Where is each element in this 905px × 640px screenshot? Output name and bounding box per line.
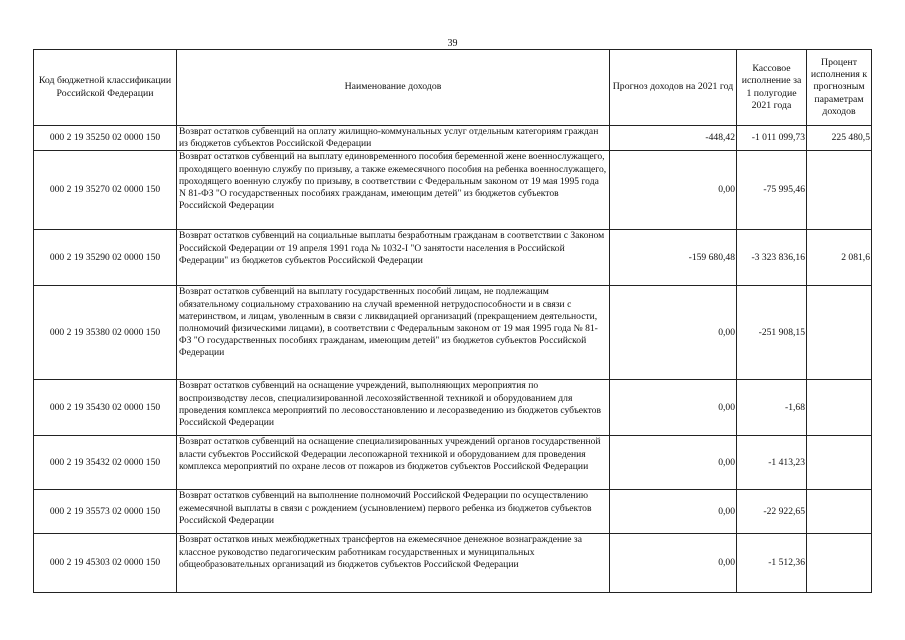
row-code: 000 2 19 35290 02 0000 150 (34, 230, 177, 286)
row-cash: -22 922,65 (737, 490, 807, 534)
row-forecast: 0,00 (610, 490, 737, 534)
table-row (34, 151, 872, 230)
row-forecast: 0,00 (610, 151, 737, 230)
row-percent (807, 151, 872, 230)
header-code: Код бюджетной классификации Российской Федерации (34, 50, 177, 126)
row-percent: 2 081,6 (807, 230, 872, 286)
row-cash: -3 323 836,16 (737, 230, 807, 286)
table-row (34, 230, 872, 286)
row-cash: -75 995,46 (737, 151, 807, 230)
row-code: 000 2 19 35430 02 0000 150 (34, 380, 177, 436)
table-row (34, 126, 872, 151)
revenue-table (33, 49, 872, 593)
table-row (34, 534, 872, 593)
row-code: 000 2 19 35432 02 0000 150 (34, 436, 177, 490)
row-code: 000 2 19 35250 02 0000 150 (34, 126, 177, 151)
row-forecast: 0,00 (610, 436, 737, 490)
table-row (34, 380, 872, 436)
row-percent (807, 490, 872, 534)
row-forecast: -448,42 (610, 126, 737, 151)
row-percent (807, 380, 872, 436)
row-name: Возврат остатков субвенций на социальные выплаты безработным гражданам в соответствии с Законом Российской Федерации от 19 апреля 1991 года № 1032-I "О занятости населения в Российской Федерации" из бюджетов субъектов Российской Федерации (177, 230, 610, 286)
row-name: Возврат остатков субвенций на оснащение учреждений, выполняющих мероприятия по воспроизводству лесов, специализированной лесохозяйственной техникой и оборудованием для проведения комплекса мероприятий по лесовосстановлению и лесоразведению из бюджетов субъектов Российской Федерации (177, 380, 610, 436)
table-row (34, 490, 872, 534)
row-code: 000 2 19 45303 02 0000 150 (34, 534, 177, 593)
page-number: 39 (447, 38, 458, 49)
row-code: 000 2 19 35270 02 0000 150 (34, 151, 177, 230)
table-header-row (34, 50, 872, 126)
header-forecast: Прогноз доходов на 2021 год (610, 50, 737, 126)
row-name: Возврат остатков субвенций на выполнение полномочий Российской Федерации по осуществлению ежемесячной выплаты в связи с рождением (усыновлением) первого ребенка из бюджетов субъектов Российской Федерации (177, 490, 610, 534)
row-name: Возврат остатков субвенций на выплату государственных пособий лицам, не подлежащим обязательному социальному страхованию на случай временной нетрудоспособности и в связи с материнством, и лицам, уволенным в связи с ликвидацией организаций (прекращением деятельности, полномочий физическими лицами), в соответствии с Федеральным законом от 19 мая 1995 года № 81-ФЗ "О государственных пособиях гражданам, имеющим детей" из бюджетов субъектов Российской Федерации (177, 286, 610, 380)
row-code: 000 2 19 35573 02 0000 150 (34, 490, 177, 534)
row-name: Возврат остатков субвенций на оплату жилищно-коммунальных услуг отдельным категориям граждан из бюджетов субъектов Российской Федерации (177, 126, 610, 151)
row-percent (807, 534, 872, 593)
table-row (34, 436, 872, 490)
row-percent (807, 286, 872, 380)
row-name: Возврат остатков иных межбюджетных трансфертов на ежемесячное денежное вознаграждение за классное руководство педагогическим работникам государственных и муниципальных общеобразовательных организаций из бюджетов субъектов Российской Федерации (177, 534, 610, 593)
row-name: Возврат остатков субвенций на оснащение специализированных учреждений органов государственной власти субъектов Российской Федерации лесопожарной техникой и оборудованием для проведения комплекса мероприятий по охране лесов от пожаров из бюджетов субъектов Российской Федерации (177, 436, 610, 490)
row-cash: -1,68 (737, 380, 807, 436)
row-code: 000 2 19 35380 02 0000 150 (34, 286, 177, 380)
header-name: Наименование доходов (177, 50, 610, 126)
row-forecast: 0,00 (610, 380, 737, 436)
row-cash: -1 413,23 (737, 436, 807, 490)
row-name: Возврат остатков субвенций на выплату единовременного пособия беременной жене военнослужащего, проходящего военную службу по призыву, а также ежемесячного пособия на ребенка военнослужащего, проходящего военную службу по призыву, в соответствии с Федеральным законом от 19 мая 1995 года N 81-ФЗ "О государственных пособиях гражданам, имеющим детей" из бюджетов субъектов Российской Федерации (177, 151, 610, 230)
header-percent: Процент исполнения к прогнозным параметрам доходов (807, 50, 872, 126)
row-forecast: 0,00 (610, 534, 737, 593)
table-body (34, 126, 872, 593)
row-cash: -1 011 099,73 (737, 126, 807, 151)
row-percent (807, 436, 872, 490)
row-cash: -251 908,15 (737, 286, 807, 380)
row-forecast: 0,00 (610, 286, 737, 380)
header-cash: Кассовое исполнение за 1 полугодие 2021 года (737, 50, 807, 126)
row-cash: -1 512,36 (737, 534, 807, 593)
row-percent: 225 480,5 (807, 126, 872, 151)
row-forecast: -159 680,48 (610, 230, 737, 286)
table-row (34, 286, 872, 380)
